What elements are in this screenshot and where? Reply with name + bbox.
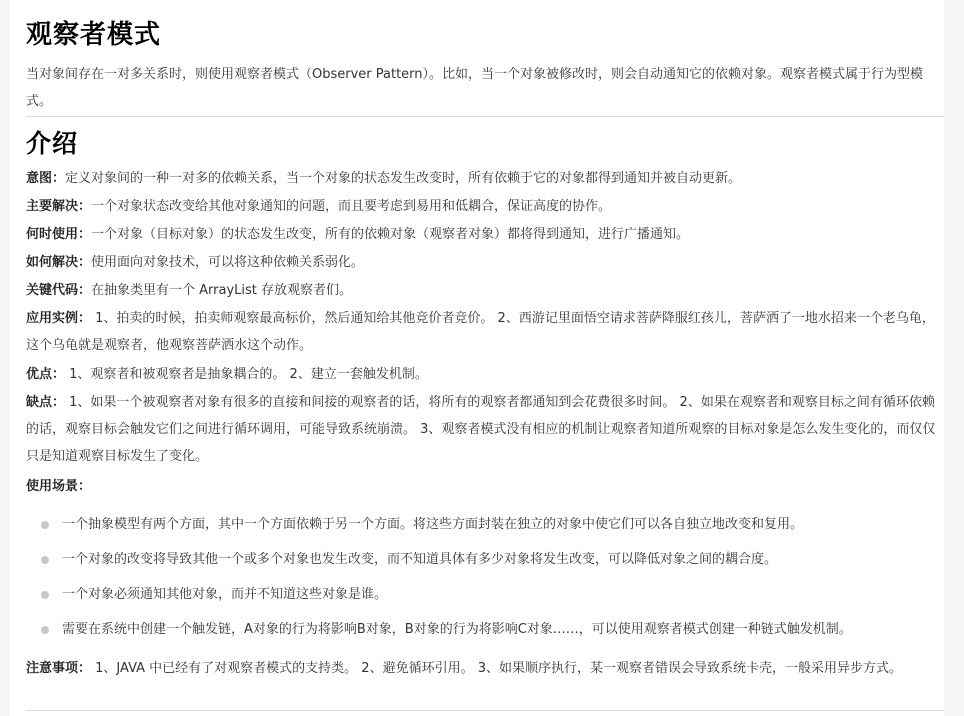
list-item-text: 需要在系统中创建一个触发链，A对象的行为将影响B对象，B对象的行为将影响C对象……，可以使用观察者模式创建一种链式触发机制。 (62, 622, 852, 637)
scenario-list (26, 507, 938, 647)
item-intent (26, 165, 938, 192)
item-examples (26, 305, 938, 359)
item-label: 何时使用： (26, 227, 92, 242)
divider (26, 116, 944, 117)
item-scenarios-heading (26, 473, 938, 500)
bullet-icon (41, 626, 49, 634)
item-label: 如何解决： (26, 255, 92, 270)
item-main-problem (26, 193, 938, 220)
item-label: 意图： (26, 171, 66, 186)
item-label: 缺点： (26, 395, 66, 410)
list-item (26, 507, 938, 542)
divider (26, 710, 944, 711)
item-text: 定义对象间的一种一对多的依赖关系，当一个对象的状态发生改变时，所有依赖于它的对象都得到通知并被自动更新。 (65, 171, 742, 186)
item-key-code (26, 277, 938, 304)
article-card (10, 0, 944, 716)
list-item (26, 542, 938, 577)
intro-paragraph: 当对象间存在一对多关系时，则使用观察者模式（Observer Pattern）。比如，当一个对象被修改时，则会自动通知它的依赖对象。观察者模式属于行为型模式。 (26, 67, 924, 109)
list-item-text: 一个对象的改变将导致其他一个或多个对象也发生改变，而不知道具体有多少对象将发生改变，可以降低对象之间的耦合度。 (62, 552, 778, 567)
item-text: 1、观察者和被观察者是抽象耦合的。 2、建立一套触发机制。 (65, 367, 428, 382)
item-text: 一个对象（目标对象）的状态发生改变，所有的依赖对象（观察者对象）都将得到通知，进行广播通知。 (91, 227, 690, 242)
item-disadvantages (26, 389, 938, 470)
page-title: 观察者模式 (26, 20, 162, 50)
item-label: 应用实例： (26, 311, 92, 326)
item-when-to-use (26, 221, 938, 248)
bullet-icon (41, 556, 49, 564)
item-text: 1、如果一个被观察者对象有很多的直接和间接的观察者的话，将所有的观察者都通知到会花费很多时间。 2、如果在观察者和观察目标之间有循环依赖的话，观察目标会触发它们之间进行循环调用，可能导致系统崩溃。 3、观察者模式没有相应的机制让观察者知道所观察的目标对象是怎么发生变化的，而仅仅只是知道观察目标发生了变化。 (26, 395, 936, 464)
item-label: 主要解决： (26, 199, 92, 214)
bullet-icon (41, 591, 49, 599)
item-text: 在抽象类里有一个 ArrayList 存放观察者们。 (91, 283, 353, 298)
item-label: 注意事项： (26, 661, 92, 676)
item-label: 使用场景： (26, 479, 92, 494)
list-item-text: 一个对象必须通知其他对象，而并不知道这些对象是谁。 (62, 587, 388, 602)
item-label: 优点： (26, 367, 66, 382)
item-notes (26, 655, 938, 682)
list-item (26, 577, 938, 612)
section-title: 介绍 (26, 129, 79, 158)
list-item-text: 一个抽象模型有两个方面，其中一个方面依赖于另一个方面。将这些方面封装在独立的对象中使它们可以各自独立地改变和复用。 (62, 517, 804, 532)
bullet-icon (41, 521, 49, 529)
item-text: 一个对象状态改变给其他对象通知的问题，而且要考虑到易用和低耦合，保证高度的协作。 (91, 199, 612, 214)
item-advantages (26, 361, 938, 388)
item-text: 使用面向对象技术，可以将这种依赖关系弱化。 (91, 255, 365, 270)
item-text: 1、JAVA 中已经有了对观察者模式的支持类。 2、避免循环引用。 3、如果顺序执行，某一观察者错误会导致系统卡壳，一般采用异步方式。 (91, 661, 902, 676)
item-text: 1、拍卖的时候，拍卖师观察最高标价，然后通知给其他竞价者竞价。 2、西游记里面悟空请求菩萨降服红孩儿，菩萨洒了一地水招来一个老乌龟，这个乌龟就是观察者，他观察菩萨洒水这个动作。 (26, 311, 935, 353)
list-item (26, 612, 938, 647)
item-how-to-solve (26, 249, 938, 276)
item-label: 关键代码： (26, 283, 92, 298)
